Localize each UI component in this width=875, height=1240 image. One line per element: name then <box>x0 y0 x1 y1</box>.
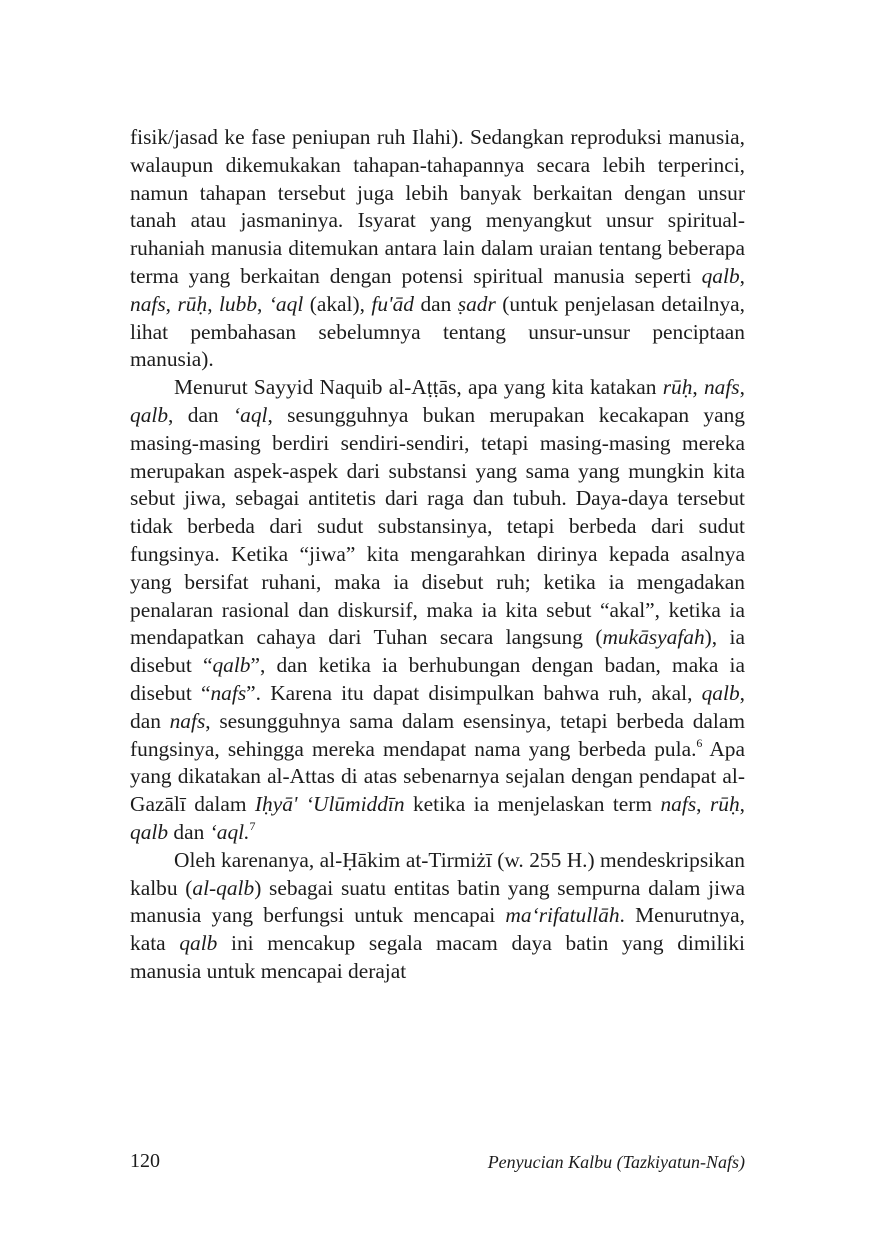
text-run: (untuk penjelasan detailnya, lihat pembahasan sebelumnya tentang unsur-unsur penciptaan manusia). <box>130 291 745 372</box>
text-run: , <box>257 291 269 316</box>
italic-term: rūḥ <box>662 375 693 400</box>
page-body <box>130 124 745 986</box>
italic-term: al-qalb <box>192 875 255 900</box>
italic-book-title: Iḥyā' ‘Ulūmiddīn <box>254 792 405 817</box>
text-run: ”, dan ketika ia berhubungan dengan badan, maka ia disebut “ <box>130 653 745 705</box>
text-run: , dan <box>130 680 745 733</box>
page-number: 120 <box>130 1150 160 1172</box>
running-title: Penyucian Kalbu (Tazkiyatun-Nafs) <box>487 1152 745 1172</box>
text-run: fisik/jasad ke fase peniupan ruh Ilahi). Sedangkan reproduksi manusia, walaupun dikemukakan tahapan-tahapannya secara lebih terperinci, namun tahapan tersebut juga lebih banyak berkaitan dengan unsur tanah atau jasmaninya. Isyarat yang menyangkut unsur spiritual-ruhaniah manusia ditemukan antara lain dalam uraian tentang beberapa terma yang berkaitan dengan potensi spiritual manusia seperti <box>130 125 745 288</box>
text-run: dan <box>168 819 210 844</box>
text-run: , <box>739 375 745 400</box>
text-run: , sesungguhnya sama dalam esensinya, tetapi berbeda dalam fungsinya, sehingga mereka mendapat nama yang berbeda pula. <box>130 708 745 761</box>
italic-term: nafs <box>210 680 247 705</box>
text-run: , <box>739 263 745 288</box>
text-run: ”. Karena itu dapat disimpulkan bahwa ruh, akal, <box>246 680 702 705</box>
text-run: . Menurutnya, kata <box>130 903 745 956</box>
italic-term: nafs <box>130 291 166 316</box>
italic-term: nafs <box>169 708 206 733</box>
text-run: Apa yang dikatakan al-Attas di atas sebenarnya sejalan dengan pendapat al-Gazālī dalam <box>130 736 745 817</box>
italic-term: qalb <box>130 819 169 844</box>
italic-term: qalb <box>701 680 740 705</box>
text-run: , <box>692 375 704 400</box>
italic-term: qalb <box>179 931 218 956</box>
text-run: , <box>739 792 746 817</box>
footnote-marker-7[interactable]: 7 <box>249 818 256 833</box>
paragraph-1 <box>130 124 745 374</box>
text-run: ketika ia menjelaskan term <box>404 792 661 817</box>
italic-term: ‘aql <box>233 402 268 427</box>
italic-term: ṣadr <box>457 291 496 316</box>
italic-term: mukāsyafah <box>602 625 705 650</box>
italic-term: ma‘rifatullāh <box>505 903 620 928</box>
italic-term: rūḥ <box>709 792 740 817</box>
italic-term: ‘aql. <box>209 819 250 844</box>
italic-term: nafs <box>660 792 697 817</box>
italic-term: rūḥ <box>177 291 208 316</box>
text-run: , <box>165 291 178 316</box>
italic-term: qalb <box>130 402 169 427</box>
text-run: ), ia disebut “ <box>130 625 745 678</box>
text-run: ) sebagai suatu entitas batin yang sempurna dalam jiwa manusia yang berfungsi untuk mencapai <box>130 875 745 928</box>
paragraph-2 <box>130 374 745 847</box>
text-run: Menurut Sayyid Naquib al-Aṭṭās, apa yang kita katakan <box>174 375 663 400</box>
italic-term: qalb <box>701 263 740 288</box>
page-footer <box>130 1150 745 1182</box>
text-run: , dan <box>168 402 233 427</box>
text-run: , <box>207 291 219 316</box>
italic-term: lubb <box>218 291 258 316</box>
text-run: ini mencakup segala macam daya batin yang dimiliki manusia untuk mencapai derajat <box>130 931 745 983</box>
text-run: (akal), <box>303 291 372 316</box>
text-run: , sesungguhnya bukan merupakan kecakapan yang masing-masing berdiri sendiri-sendiri, tetapi masing-masing mereka merupakan aspek-aspek dari substansi yang sama yang mungkin kita sebut jiwa, sebagai antitetis dari raga dan tubuh. Daya-daya tersebut tidak berbeda dari sudut substansinya, tetapi berbeda dari sudut fungsinya. Ketika “jiwa” kita mengarahkan dirinya kepada asalnya yang bersifat ruhani, maka ia disebut ruh; ketika ia mengadakan penalaran rasional dan diskursif, maka ia kita sebut “akal”, ketika ia mendapatkan cahaya dari Tuhan secara langsung ( <box>130 402 745 650</box>
italic-term: fu'ād <box>371 291 414 316</box>
italic-term: nafs <box>703 375 740 400</box>
italic-term: ‘aql <box>268 291 304 316</box>
paragraph-3 <box>130 847 745 986</box>
text-run: , <box>696 792 710 817</box>
italic-term: qalb <box>212 653 251 678</box>
text-run: Oleh karenanya, al-Ḥākim at-Tirmiżī (w. 255 H.) mendeskripsikan kalbu ( <box>130 847 745 900</box>
footnote-marker-6[interactable]: 6 <box>696 735 703 750</box>
text-run: dan <box>414 291 458 316</box>
